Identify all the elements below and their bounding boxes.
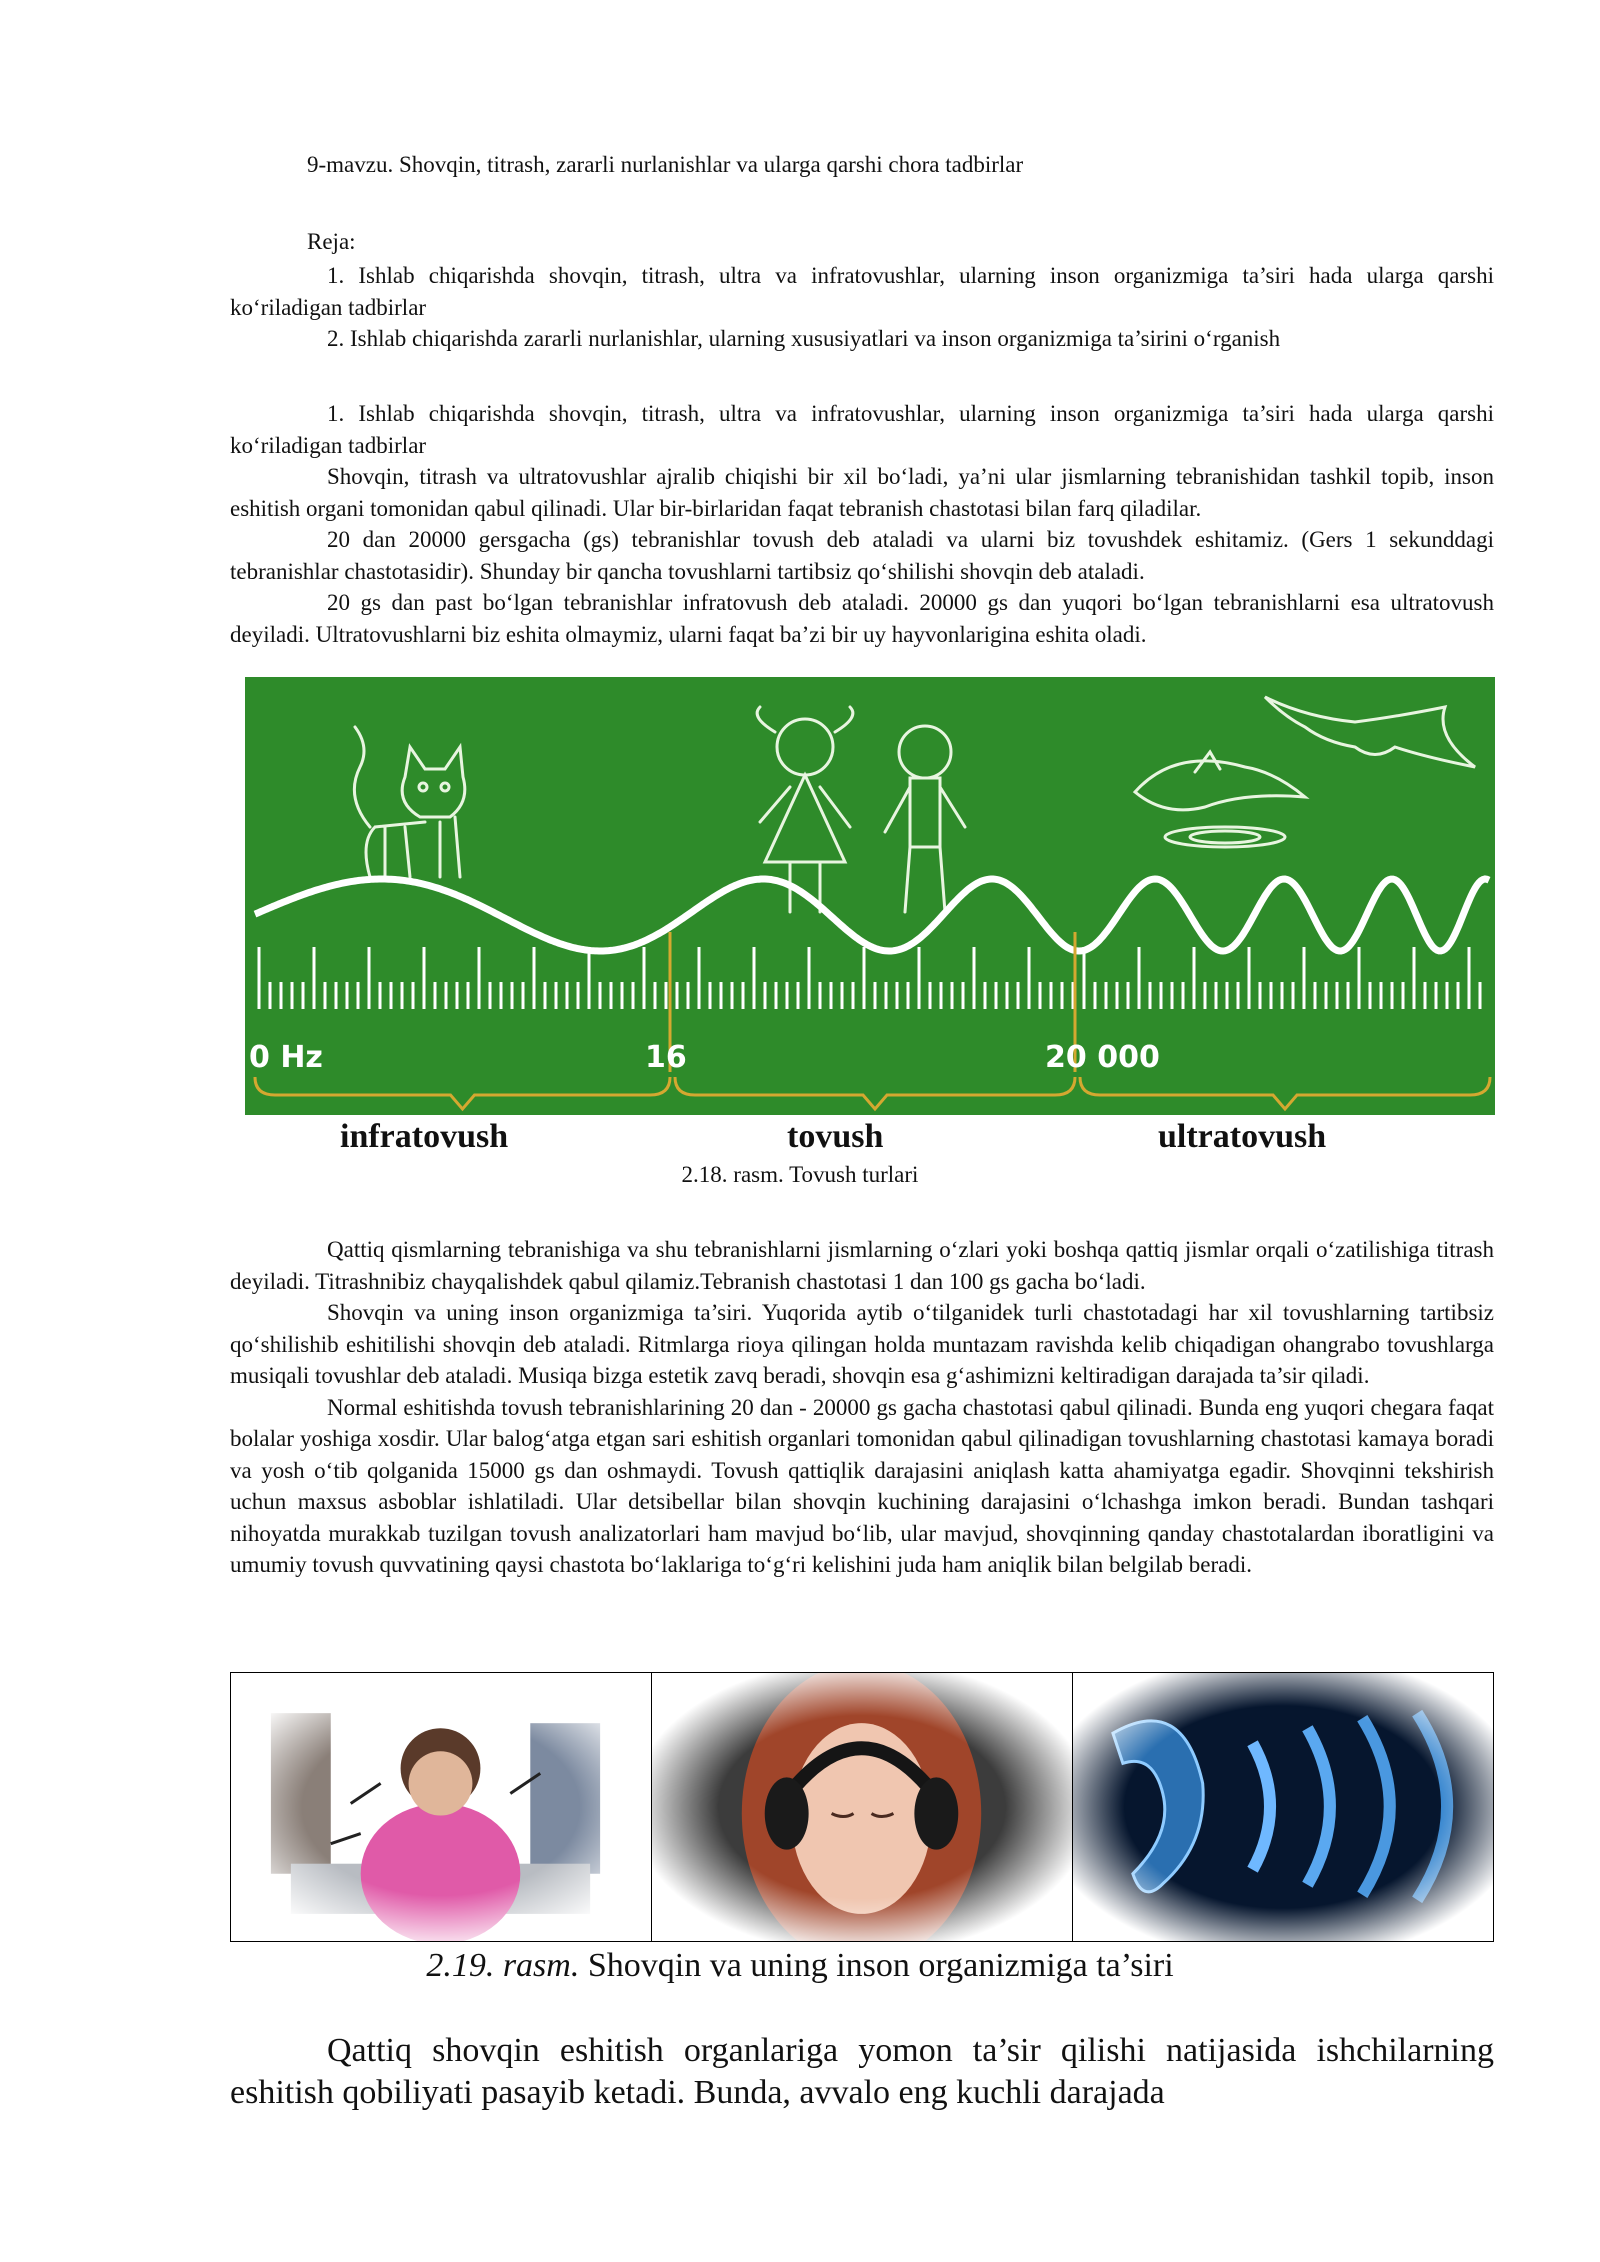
plan-item-2: 2. Ishlab chiqarishda zararli nurlanishlar, ularning xususiyatlari va inson organizmiga ta’sirini o‘rganish: [327, 326, 1281, 351]
plan-title: Reja:: [307, 229, 356, 254]
scale-label-16: 16: [645, 1040, 687, 1075]
caption-text: Shovqin va uning inson organizmiga ta’siri: [579, 1947, 1174, 1984]
range-labels: [230, 1118, 1494, 1158]
paragraph: 20 dan 20000 gersgacha (gs) tebranishlar tovush deb ataladi va ularni biz tovushdek eshitamiz. (Gers 1 sekunddagi tebranishlar chastotasidir). Shunday bir qancha tovushlarni tartibsiz qo‘shilishi shovqin deb ataladi.: [230, 527, 1494, 584]
paragraph: Shovqin, titrash va ultratovushlar ajralib chiqishi bir xil bo‘ladi, ya’ni ular jismlarning tebranishidan tashkil topib, inson eshitish organi tomonidan qabul qilinadi. Ular bir-birlaridan faqat tebranish chastotasi bilan farq qiladilar.: [230, 464, 1494, 521]
section-3: [230, 2030, 1494, 2114]
photo-ear-sound-waves: [1073, 1673, 1493, 1941]
topic-title: 9-mavzu. Shovqin, titrash, zararli nurlanishlar va ularga qarshi chora tadbirlar: [307, 152, 1024, 177]
scale-label-20000: 20 000: [1045, 1040, 1160, 1075]
paragraph: Qattiq shovqin eshitish organlariga yomon ta’sir qilishi natijasida ishchilarning eshitish qobiliyati pasayib ketadi. Bunda, avvalo eng kuchli darajada: [230, 2032, 1494, 2111]
range-label-infratovush: infratovush: [340, 1118, 509, 1155]
section-2: [230, 1234, 1494, 1581]
figure-background: [245, 677, 1495, 1115]
section-1: [230, 398, 1494, 650]
figure-1-caption: 2.18. rasm. Tovush turlari: [681, 1162, 919, 1187]
caption-label: 2.19. rasm.: [426, 1947, 580, 1984]
photo-woman-headphones: [652, 1673, 1073, 1941]
scale-label-0hz: 0 Hz: [249, 1040, 323, 1075]
paragraph: 20 gs dan past bo‘lgan tebranishlar infratovush deb ataladi. 20000 gs dan yuqori bo‘lgan tebranishlarni esa ultratovush deyiladi. Ultratovushlarni biz eshita olmaymiz, ularni faqat ba’zi bir uy hayvonlarigina eshita oladi.: [230, 590, 1494, 647]
range-label-ultratovush: ultratovush: [1158, 1118, 1327, 1155]
paragraph: Normal eshitishda tovush tebranishlarining 20 dan - 20000 gs gacha chastotasi qabul qilinadi. Bunda eng yuqori chegara faqat bolalar yoshiga xosdir. Ular balog‘atga etgan sari eshitish organlari tomonidan qabul qilinadigan tovushlarning chastotasi kamaya boradi va yosh o‘tib qolganida 15000 gs dan oshmaydi. Tovush qattiqlik darajasini aniqlash katta ahamiyatga egadir. Shovqinni tekshirish uchun maxsus asboblar ishlatiladi. Ular detsibellar bilan shovqin kuchining darajasini o‘lchashga imkon beradi. Bundan tashqari nihoyatda murakkab tuzilgan tovush analizatorlari ham mavjud bo‘lib, ular mavjud, shovqinning qanday chastotalardan iboratligini va umumiy tovush quvvatining qaysi chastota bo‘laklariga to‘g‘ri kelishini juda ham aniqlik bilan belgilab beradi.: [230, 1394, 1494, 1577]
noise-effect-figure: [230, 1672, 1494, 1942]
paragraph: Qattiq qismlarning tebranishiga va shu tebranishlarni jismlarning o‘zlari yoki boshqa qattiq jismlar orqali o‘zatilishiga titrash deyiladi. Titrashnibiz chayqalishdek qabul qilamiz.Tebranish chastotasi 1 dan 100 gs gacha bo‘ladi.: [230, 1237, 1494, 1294]
photo-noisy-city: [231, 1673, 652, 1941]
sound-types-illustration: [245, 677, 1495, 1115]
figure-2-caption: [0, 1947, 1600, 1985]
range-label-tovush: tovush: [787, 1118, 884, 1155]
section-1-heading: 1. Ishlab chiqarishda shovqin, titrash, ultra va infratovushlar, ularning inson organizmiga ta’siri hada ularga qarshi ko‘riladigan tadbirlar: [230, 401, 1494, 458]
paragraph: Shovqin va uning inson organizmiga ta’siri. Yuqorida aytib o‘tilganidek turli chastotadagi har xil tovushlarning tartibsiz qo‘shilishib eshitilishi shovqin deb ataladi. Ritmlarga rioya qilingan holda muntazam ravishda kelib chiqadigan ohangrabo tovushlarga musiqali tovushlar deb ataladi. Musiqa bizga estetik zavq beradi, shovqin esa g‘ashimizni keltiradigan darajada ta’sir qiladi.: [230, 1300, 1494, 1388]
plan-item-1: 1. Ishlab chiqarishda shovqin, titrash, ultra va infratovushlar, ularning inson organizmiga ta’siri hada ularga qarshi ko‘riladigan tadbirlar: [230, 263, 1494, 320]
plan-list: [230, 260, 1494, 355]
sound-types-figure: [245, 677, 1495, 1115]
